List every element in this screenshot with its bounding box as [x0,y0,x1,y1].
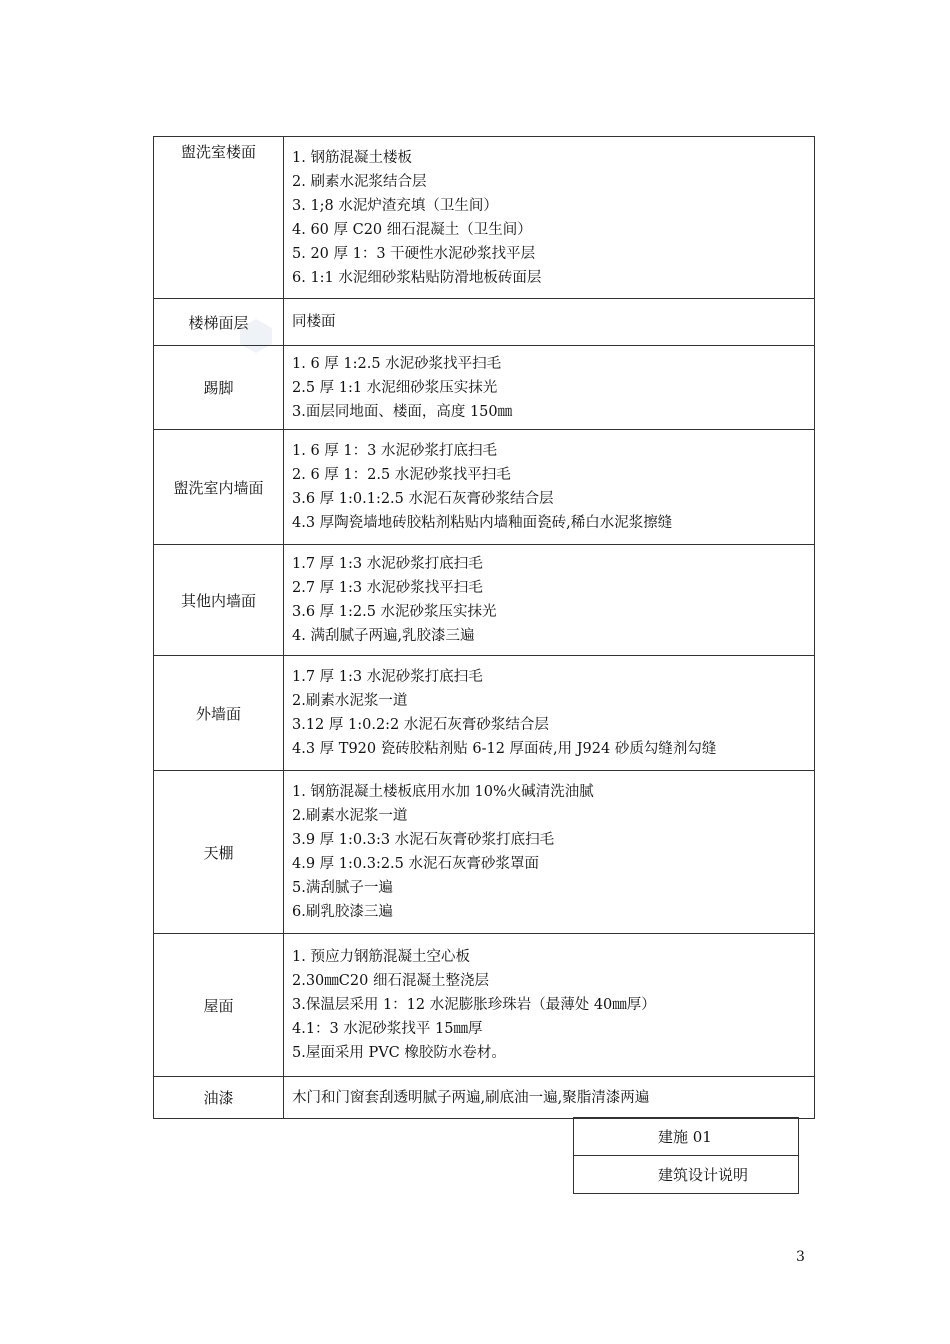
spec-item-name: 天棚 [154,771,284,934]
spec-line: 1. 预应力钢筋混凝土空心板 [292,949,470,965]
spec-item-content [284,934,815,1077]
spec-line: 2. 6 厚 1：2.5 水泥砂浆找平扫毛 [292,467,511,483]
spec-line: 1. 6 厚 1:2.5 水泥砂浆找平扫毛 [292,355,502,372]
spec-line: 2.刷素水泥浆一道 [292,808,408,824]
spec-item-name: 屋面 [154,934,284,1077]
spec-row [154,1077,815,1119]
spec-line: 6.刷乳胶漆三遍 [292,904,393,920]
spec-row [154,346,815,430]
drawing-title: 建筑设计说明 [574,1156,799,1194]
spec-item-content [284,137,815,299]
spec-item-name: 盥洗室楼面 [154,137,284,299]
spec-line: 5.满刮腻子一遍 [292,880,393,896]
spec-line: 5. 20 厚 1：3 干硬性水泥砂浆找平层 [292,245,536,262]
spec-item-name: 其他内墙面 [154,545,284,656]
spec-line: 1. 钢筋混凝土楼板底用水加 10%火碱清洗油腻 [292,784,594,800]
spec-line: 1.7 厚 1:3 水泥砂浆打底扫毛 [292,556,483,572]
spec-line: 4.3 厚陶瓷墙地砖胶粘剂粘贴内墙釉面瓷砖,稀白水泥浆擦缝 [292,515,673,531]
spec-line: 同楼面 [292,314,336,330]
spec-row [154,545,815,656]
spec-item-content [284,545,815,656]
spec-item-name: 踢脚 [154,346,284,430]
spec-line: 3.6 厚 1:0.1:2.5 水泥石灰膏砂浆结合层 [292,491,554,507]
spec-item-content [284,430,815,545]
spec-row [154,771,815,934]
spec-line: 1.7 厚 1:3 水泥砂浆打底扫毛 [292,669,483,685]
spec-item-content [284,656,815,771]
spec-item-name: 盥洗室内墙面 [154,430,284,545]
spec-item-name: 油漆 [154,1077,284,1119]
spec-line: 4. 满刮腻子两遍,乳胶漆三遍 [292,628,475,644]
spec-line: 4.1：3 水泥砂浆找平 15㎜厚 [292,1021,483,1037]
spec-line: 4. 60 厚 C20 细石混凝土（卫生间） [292,221,532,238]
spec-line: 2.7 厚 1:3 水泥砂浆找平扫毛 [292,580,483,596]
spec-item-content [284,1077,815,1119]
spec-row [154,934,815,1077]
spec-line: 3.6 厚 1:2.5 水泥砂浆压实抹光 [292,604,497,620]
title-block [573,1117,799,1194]
spec-line: 3. 1;8 水泥炉渣充填（卫生间） [292,197,498,214]
spec-item-content [284,299,815,346]
spec-line: 6. 1:1 水泥细砂浆粘贴防滑地板砖面层 [292,269,542,286]
spec-item-name: 外墙面 [154,656,284,771]
spec-line: 3.保温层采用 1：12 水泥膨胀珍珠岩（最薄处 40㎜厚） [292,997,656,1013]
spec-row [154,656,815,771]
spec-line: 3.12 厚 1:0.2:2 水泥石灰膏砂浆结合层 [292,717,549,733]
spec-line: 2.30㎜C20 细石混凝土整浇层 [292,973,489,989]
spec-line: 木门和门窗套刮透明腻子两遍,刷底油一遍,聚脂清漆两遍 [292,1089,650,1106]
spec-row [154,299,815,346]
spec-line: 4.9 厚 1:0.3:2.5 水泥石灰膏砂浆罩面 [292,856,540,872]
drawing-number: 建施 01 [574,1118,799,1156]
spec-line: 1. 钢筋混凝土楼板 [292,149,412,166]
page-number: 3 [796,1249,805,1265]
spec-line: 5.屋面采用 PVC 橡胶防水卷材。 [292,1045,506,1061]
spec-row [154,430,815,545]
spec-item-content [284,771,815,934]
construction-spec-table [153,136,815,1119]
spec-line: 4.3 厚 T920 瓷砖胶粘剂贴 6-12 厚面砖,用 J924 砂质勾缝剂勾缝 [292,741,717,757]
spec-line: 2.5 厚 1:1 水泥细砂浆压实抹光 [292,379,498,396]
spec-item-content [284,346,815,430]
spec-line: 2. 刷素水泥浆结合层 [292,173,427,190]
spec-line: 3.面层同地面、楼面，高度 150㎜ [292,403,513,420]
spec-item-name: 楼梯面层 [154,299,284,346]
spec-line: 3.9 厚 1:0.3:3 水泥石灰膏砂浆打底扫毛 [292,832,555,848]
spec-line: 1. 6 厚 1：3 水泥砂浆打底扫毛 [292,443,497,459]
spec-line: 2.刷素水泥浆一道 [292,693,408,709]
spec-row [154,137,815,299]
